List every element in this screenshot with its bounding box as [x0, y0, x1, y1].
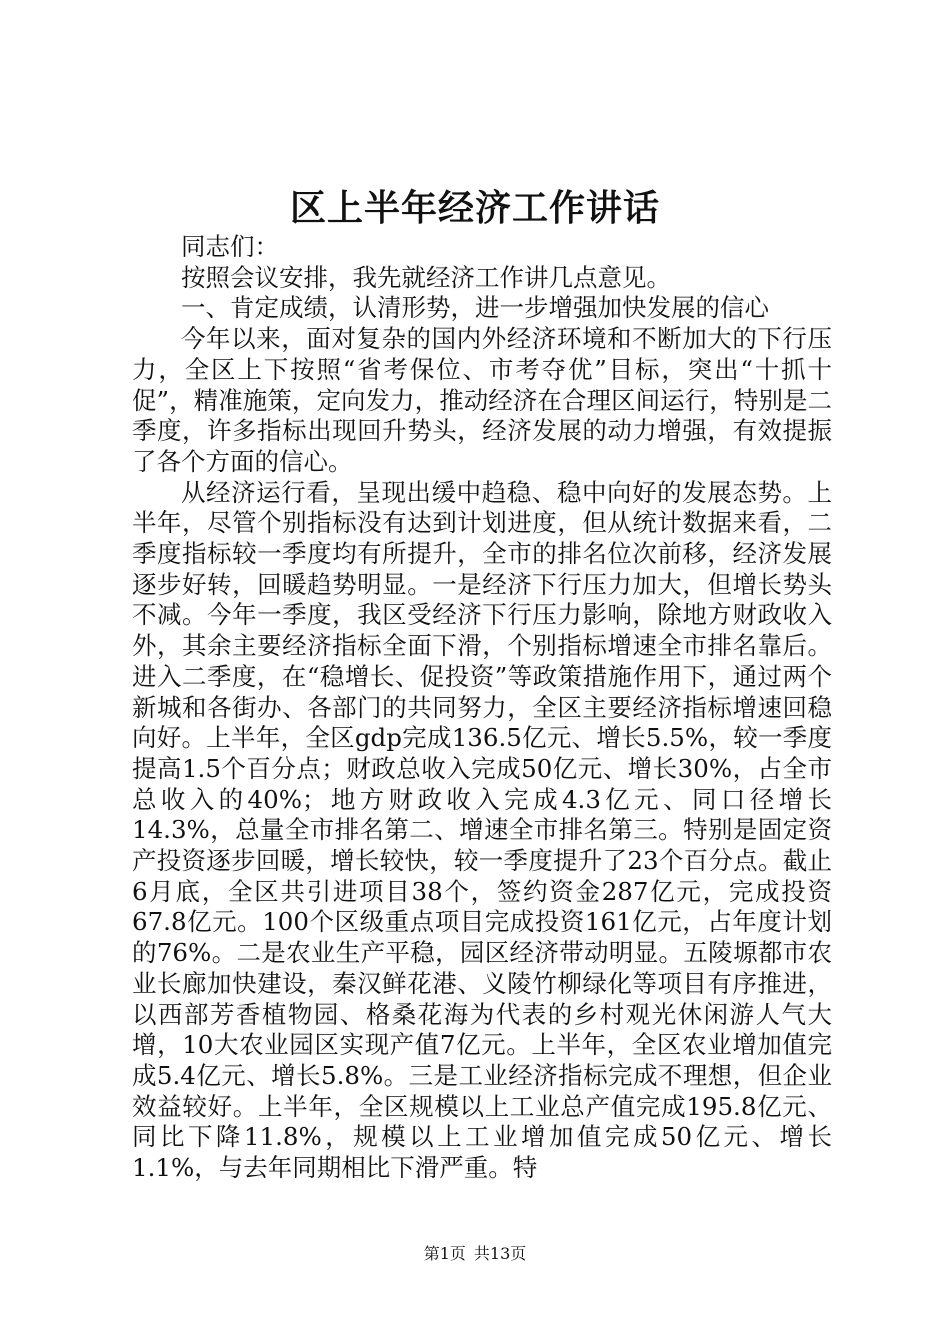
document-title: 区上半年经济工作讲话 [289, 187, 660, 229]
section-heading: 一、肯定成绩，认清形势，进一步增强加快发展的信心 [181, 293, 769, 323]
body-paragraph: 今年以来，面对复杂的国内外经济环境和不断加大的下行压力，全区上下按照“省考保位、市考夺优”目标，突出“十抓十促”，精准施策，定向发力，推动经济在合理区间运行，特别是二季度，许多指标出现回升势头，经济发展的动力增强，有效提振了各个方面的信心。 [132, 324, 832, 476]
body-paragraph: 从经济运行看，呈现出缓中趋稳、稳中向好的发展态势。上半年，尽管个别指标没有达到计划进度，但从统计数据来看，二季度指标较一季度均有所提升，全市的排名位次前移，经济发展逐步好转，回暖趋势明显。一是经济下行压力加大，但增长势头不减。今年一季度，我区受经济下行压力影响，除地方财政收入外，其余主要经济指标全面下滑，个别指标增速全市排名靠后。进入二季度，在“稳增长、促投资”等政策措施作用下，通过两个新城和各街办、各部门的共同努力，全区主要经济指标增速回稳向好。上半年，全区gdp完成136.5亿元、增长5.5%，较一季度提高1.5个百分点；财政总收入完成50亿元、增长30%，占全市总收入的40%；地方财政收入完成4.3亿元、同口径增长14.3%，总量全市排名第二、增速全市排名第三。特别是固定资产投资逐步回暖，增长较快，较一季度提升了23个百分点。截止6月底，全区共引进项目38个，签约资金287亿元，完成投资67.8亿元。100个区级重点项目完成投资161亿元，占年度计划的76%。二是农业生产平稳，园区经济带动明显。五陵塬都市农业长廊加快建设，秦汉鲜花港、义陵竹柳绿化等项目有序推进，以西部芳香植物园、格桑花海为代表的乡村观光休闲游人气大增，10大农业园区实现产值7亿元。上半年，全区农业增加值完成5.4亿元、增长5.8%。三是工业经济指标完成不理想，但企业效益较好。上半年，全区规模以上工业总产值完成195.8亿元、同比下降11.8%，规模以上工业增加值完成50亿元、增长1.1%，与去年同期相比下滑严重。特 [132, 477, 832, 1183]
page-number: 第1页 [423, 1244, 466, 1263]
page-total: 共13页 [473, 1244, 527, 1263]
page-footer [0, 1243, 950, 1265]
salutation-paragraph: 同志们： [181, 232, 279, 261]
document-body [132, 232, 832, 1184]
intro-paragraph: 按照会议安排，我先就经济工作讲几点意见。 [181, 262, 671, 292]
